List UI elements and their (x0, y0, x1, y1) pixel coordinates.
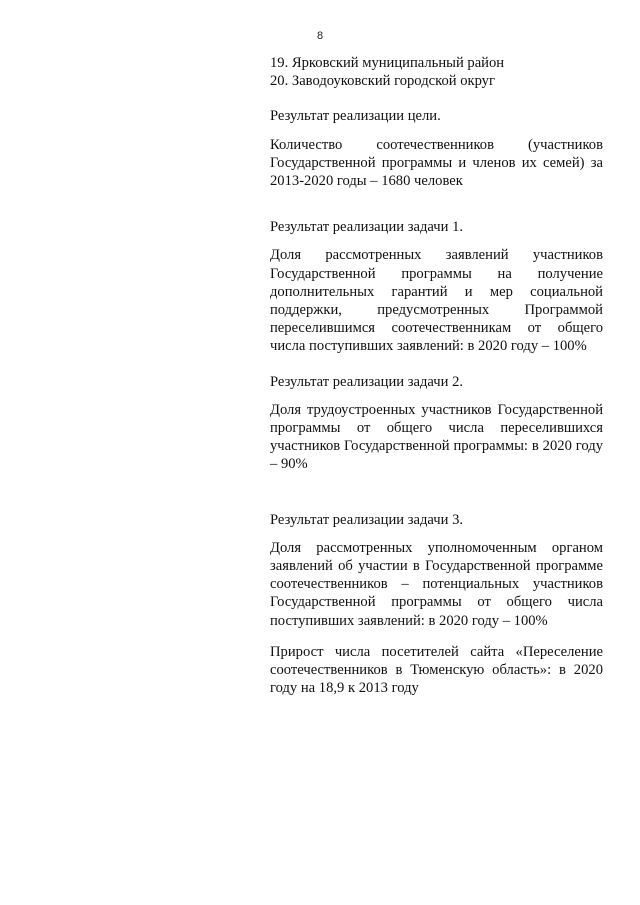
task3-text-2: Прирост числа посетителей сайта «Переселение соотечественников в Тюменскую область»: в 2020 году на 18,9 к 2013 году (270, 643, 603, 697)
page-number: 8 (316, 30, 324, 42)
goal-heading: Результат реализации цели. (270, 108, 441, 125)
task1-heading: Результат реализации задачи 1. (270, 219, 464, 236)
task2-text: Доля трудоустроенных участников Государственной программы от общего числа переселившихся участников Государственной программы: в 2020 году – 90% (270, 401, 603, 473)
task2-heading: Результат реализации задачи 2. (270, 373, 464, 390)
list-item-19: 19. Ярковский муниципальный район (270, 55, 505, 71)
list-item-20: 20. Заводоуковский городской округ (270, 73, 495, 90)
task3-text: Доля рассмотренных уполномоченным органом заявлений об участии в Государственной программе соотечественников – потенциальных участников Государственной программы от общего числа поступивших заявлений: в 2020 году – 100% (270, 539, 603, 629)
document-body (270, 54, 603, 697)
goal-text: Количество соотечественников (участников Государственной программы и членов их семей) за 2013-2020 годы – 1680 человек (270, 136, 603, 190)
task3-heading: Результат реализации задачи 3. (270, 511, 464, 528)
task1-text: Доля рассмотренных заявлений участников Государственной программы на получение дополнительных гарантий и мер социальной поддержки, предусмотренных Программой переселившимся соотечественникам от общего числа поступивших заявлений: в 2020 году – 100% (270, 247, 603, 355)
